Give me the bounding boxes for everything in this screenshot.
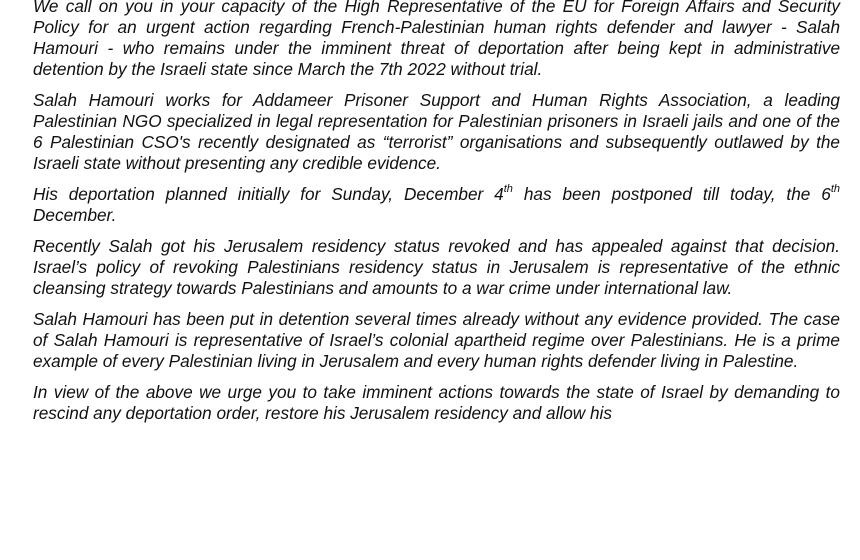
paragraph-urge-actions: In view of the above we urge you to take imminent actions towards the state of Israel by demanding to rescind any deportation order, restore his Jerusalem residency and allow his bbox=[33, 382, 840, 423]
deportation-text-part2: has been postponed till today, the 6 bbox=[512, 184, 831, 204]
paragraph-detention-history: Salah Hamouri has been put in detention several times already without any evidence provided. The case of Salah Hamouri is representative of Israel’s colonial apartheid regime over Palestinians. He is a prime example of every Palestinian living in Jerusalem and every human rights defender living in Palestine. bbox=[33, 309, 840, 371]
paragraph-deportation-date bbox=[33, 184, 840, 226]
superscript-th-second: th bbox=[830, 183, 840, 196]
letter-body bbox=[33, 0, 840, 434]
superscript-th-first: th bbox=[503, 183, 513, 196]
paragraph-addameer: Salah Hamouri works for Addameer Prisoner Support and Human Rights Association, a leading Palestinian NGO specialized in legal representation for Palestinian prisoners in Israeli jails and one of the 6 Palestinian CSO's recently designated as “terrorist” organisations and subsequently outlawed by the Israeli state without presenting any credible evidence. bbox=[33, 90, 840, 173]
deportation-text-part3: December. bbox=[33, 205, 117, 225]
paragraph-residency-revoked: Recently Salah got his Jerusalem residency status revoked and has appealed against that decision. Israel’s policy of revoking Palestinians residency status in Jerusalem is representative of the ethnic cleansing strategy towards Palestinians and amounts to a war crime under international law. bbox=[33, 236, 840, 298]
deportation-text-part1: His deportation planned initially for Sunday, December 4 bbox=[33, 184, 504, 204]
paragraph-urgent-action: We call on you in your capacity of the High Representative of the EU for Foreign Affairs and Security Policy for an urgent action regarding French-Palestinian human rights defender and lawyer - Salah Hamouri - who remains under the imminent threat of deportation after being kept in administrative detention by the Israeli state since March the 7th 2022 without trial. bbox=[33, 0, 840, 79]
